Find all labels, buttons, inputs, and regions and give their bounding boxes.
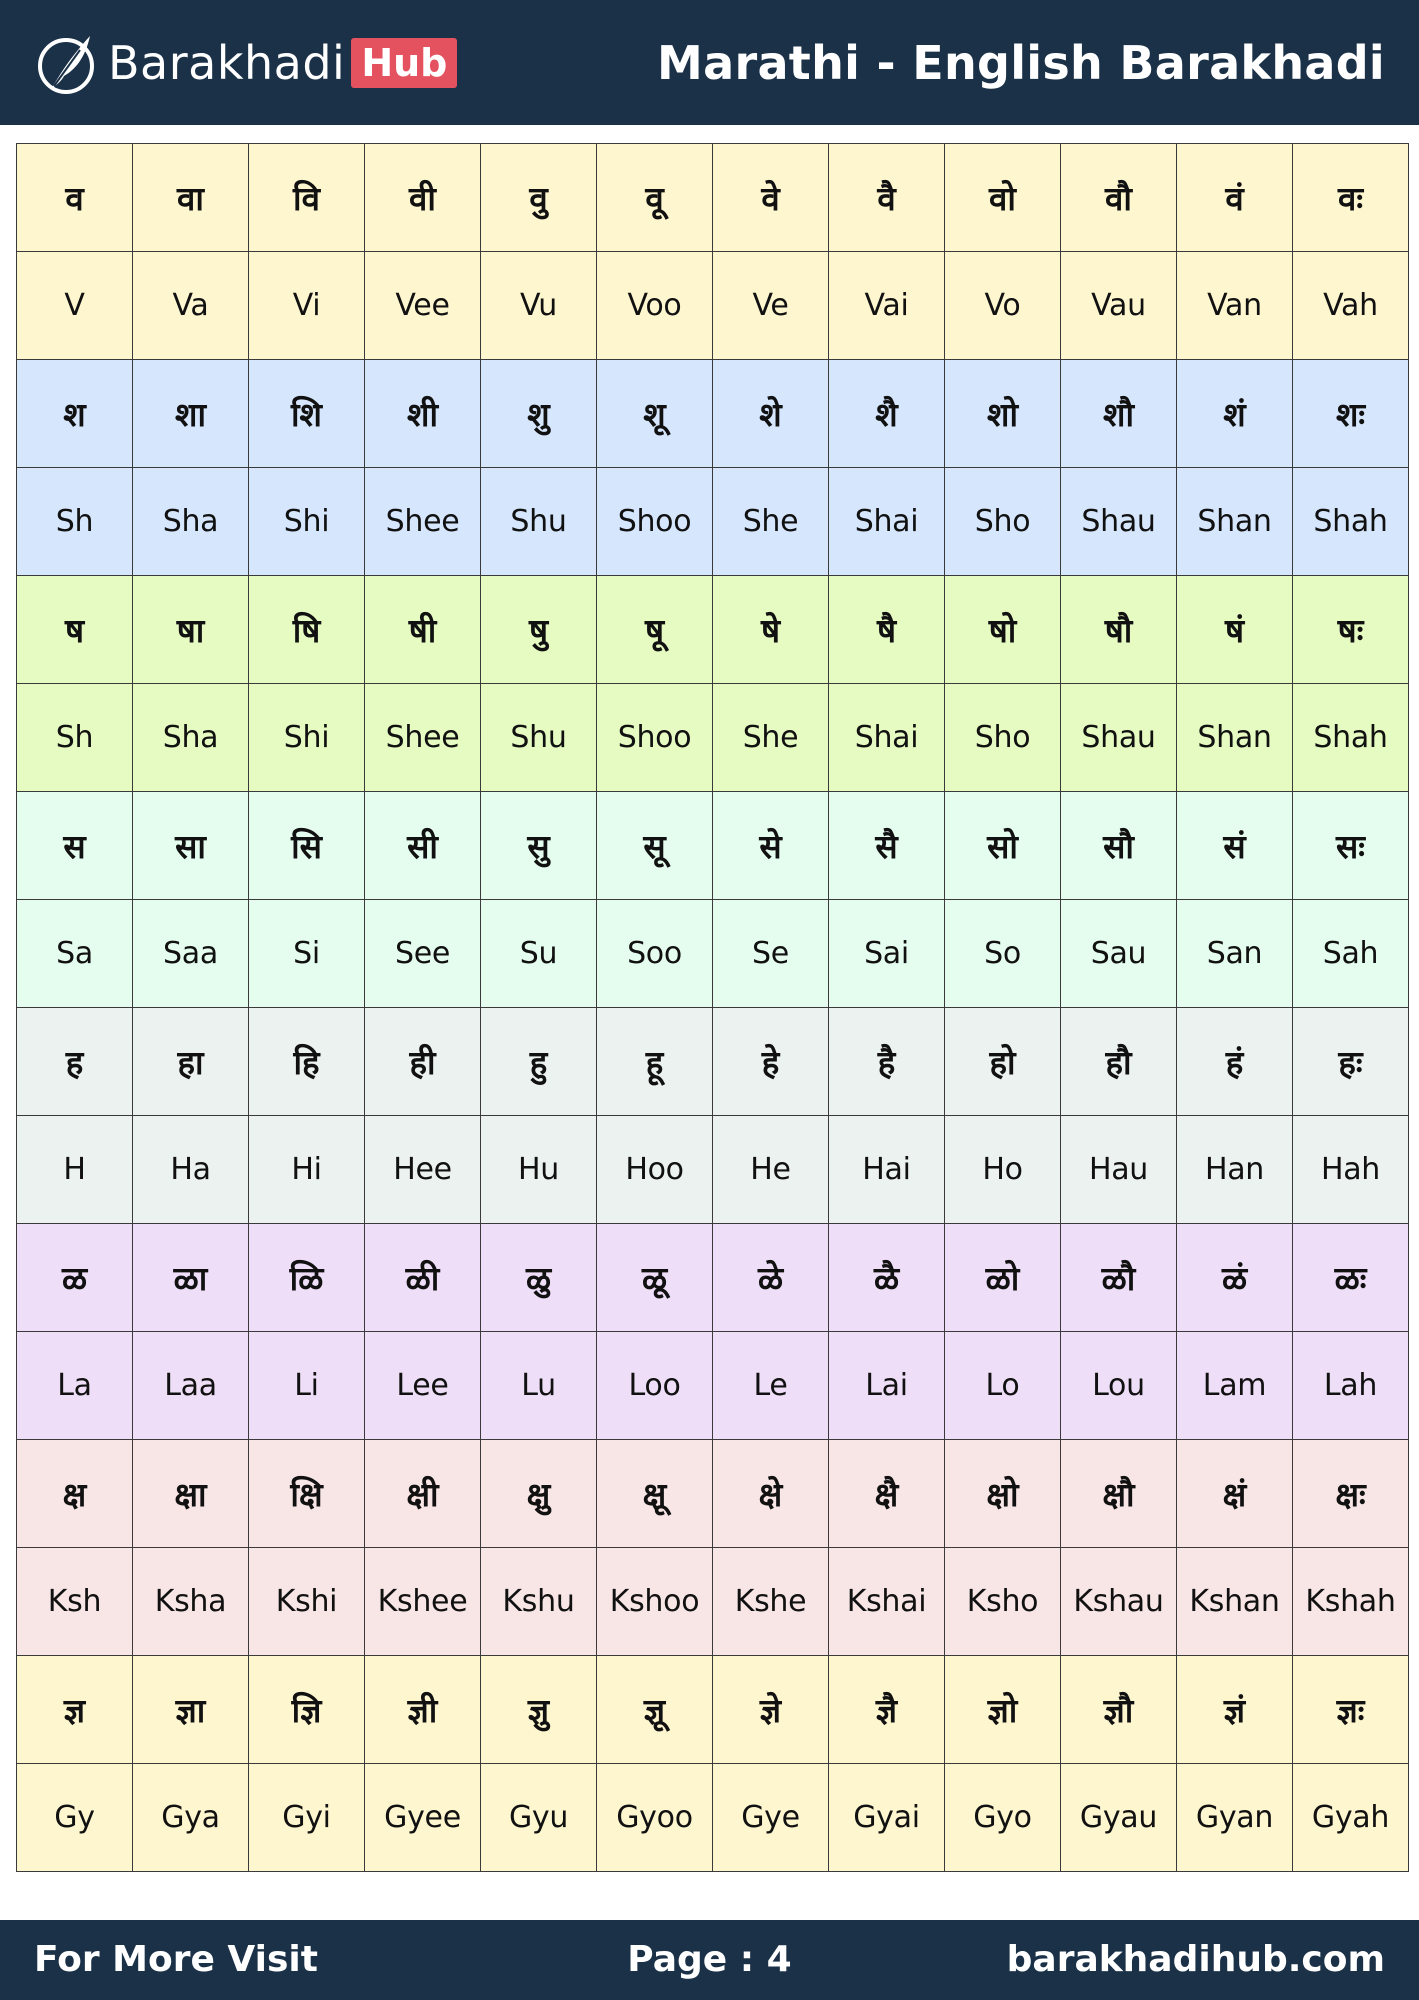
transliteration-cell: Shan [1177, 468, 1293, 576]
devanagari-cell: वि [249, 144, 365, 252]
devanagari-cell: षे [713, 576, 829, 684]
transliteration-row [17, 1548, 1409, 1656]
transliteration-row [17, 684, 1409, 792]
devanagari-cell: क्षी [365, 1440, 481, 1548]
transliteration-cell: Lu [481, 1332, 597, 1440]
transliteration-cell: Soo [597, 900, 713, 1008]
transliteration-cell: Li [249, 1332, 365, 1440]
devanagari-cell: ज्ञा [133, 1656, 249, 1764]
devanagari-cell: ष [17, 576, 133, 684]
transliteration-cell: Shi [249, 684, 365, 792]
devanagari-cell: क्षं [1177, 1440, 1293, 1548]
devanagari-cell: षु [481, 576, 597, 684]
devanagari-cell: वू [597, 144, 713, 252]
devanagari-cell: षः [1293, 576, 1409, 684]
transliteration-row [17, 252, 1409, 360]
devanagari-cell: शु [481, 360, 597, 468]
transliteration-cell: Shee [365, 684, 481, 792]
devanagari-cell: वौ [1061, 144, 1177, 252]
devanagari-cell: क्षो [945, 1440, 1061, 1548]
transliteration-cell: Saa [133, 900, 249, 1008]
page-footer [0, 1920, 1419, 2000]
transliteration-cell: Kshu [481, 1548, 597, 1656]
transliteration-cell: San [1177, 900, 1293, 1008]
devanagari-cell: ळू [597, 1224, 713, 1332]
devanagari-cell: ळु [481, 1224, 597, 1332]
transliteration-cell: Ksh [17, 1548, 133, 1656]
transliteration-cell: Ksho [945, 1548, 1061, 1656]
site-link[interactable]: barakhadihub.com [1006, 1939, 1385, 1980]
devanagari-cell: है [829, 1008, 945, 1116]
transliteration-cell: Sho [945, 468, 1061, 576]
transliteration-cell: Gya [133, 1764, 249, 1872]
transliteration-cell: Vu [481, 252, 597, 360]
devanagari-cell: षि [249, 576, 365, 684]
devanagari-row [17, 1224, 1409, 1332]
devanagari-cell: हः [1293, 1008, 1409, 1116]
devanagari-cell: हू [597, 1008, 713, 1116]
devanagari-cell: श [17, 360, 133, 468]
devanagari-cell: क्षि [249, 1440, 365, 1548]
transliteration-cell: Gyi [249, 1764, 365, 1872]
devanagari-cell: क्षे [713, 1440, 829, 1548]
transliteration-cell: Shah [1293, 468, 1409, 576]
devanagari-cell: हो [945, 1008, 1061, 1116]
transliteration-cell: Kshah [1293, 1548, 1409, 1656]
devanagari-cell: व [17, 144, 133, 252]
devanagari-cell: वे [713, 144, 829, 252]
transliteration-cell: Kshee [365, 1548, 481, 1656]
devanagari-cell: ही [365, 1008, 481, 1116]
devanagari-cell: ज्ञ [17, 1656, 133, 1764]
devanagari-cell: शे [713, 360, 829, 468]
transliteration-cell: Kshe [713, 1548, 829, 1656]
transliteration-cell: Kshau [1061, 1548, 1177, 1656]
devanagari-cell: ज्ञू [597, 1656, 713, 1764]
transliteration-row [17, 1764, 1409, 1872]
transliteration-cell: Kshan [1177, 1548, 1293, 1656]
transliteration-cell: Ho [945, 1116, 1061, 1224]
transliteration-cell: Ksha [133, 1548, 249, 1656]
devanagari-cell: ळं [1177, 1224, 1293, 1332]
devanagari-cell: ळी [365, 1224, 481, 1332]
transliteration-row [17, 900, 1409, 1008]
devanagari-cell: ज्ञी [365, 1656, 481, 1764]
transliteration-cell: Voo [597, 252, 713, 360]
transliteration-cell: Gyai [829, 1764, 945, 1872]
transliteration-cell: Hai [829, 1116, 945, 1224]
devanagari-cell: वं [1177, 144, 1293, 252]
devanagari-cell: क्षै [829, 1440, 945, 1548]
transliteration-cell: Kshoo [597, 1548, 713, 1656]
transliteration-cell: Kshai [829, 1548, 945, 1656]
transliteration-cell: Sho [945, 684, 1061, 792]
devanagari-row [17, 144, 1409, 252]
devanagari-cell: हा [133, 1008, 249, 1116]
devanagari-cell: हं [1177, 1008, 1293, 1116]
transliteration-cell: Lo [945, 1332, 1061, 1440]
devanagari-cell: षै [829, 576, 945, 684]
transliteration-cell: Shah [1293, 684, 1409, 792]
devanagari-cell: ज्ञौ [1061, 1656, 1177, 1764]
transliteration-cell: Shau [1061, 684, 1177, 792]
transliteration-cell: Lai [829, 1332, 945, 1440]
devanagari-cell: शः [1293, 360, 1409, 468]
transliteration-cell: Shu [481, 684, 597, 792]
transliteration-cell: Gyoo [597, 1764, 713, 1872]
devanagari-cell: सु [481, 792, 597, 900]
devanagari-cell: क्ष [17, 1440, 133, 1548]
devanagari-row [17, 1656, 1409, 1764]
transliteration-cell: Gye [713, 1764, 829, 1872]
devanagari-cell: षू [597, 576, 713, 684]
transliteration-cell: Sai [829, 900, 945, 1008]
transliteration-cell: Ha [133, 1116, 249, 1224]
devanagari-cell: ज्ञि [249, 1656, 365, 1764]
devanagari-cell: वी [365, 144, 481, 252]
devanagari-cell: षौ [1061, 576, 1177, 684]
devanagari-cell: षी [365, 576, 481, 684]
devanagari-cell: सी [365, 792, 481, 900]
transliteration-cell: Shan [1177, 684, 1293, 792]
barakhadi-grid [16, 143, 1399, 1872]
transliteration-cell: Hu [481, 1116, 597, 1224]
barakhadi-table [16, 143, 1409, 1872]
transliteration-cell: Vau [1061, 252, 1177, 360]
devanagari-cell: ळो [945, 1224, 1061, 1332]
devanagari-cell: हु [481, 1008, 597, 1116]
devanagari-cell: हि [249, 1008, 365, 1116]
transliteration-cell: Sah [1293, 900, 1409, 1008]
transliteration-cell: Sa [17, 900, 133, 1008]
page-title: Marathi - English Barakhadi [657, 36, 1385, 90]
transliteration-cell: Se [713, 900, 829, 1008]
transliteration-cell: Sh [17, 468, 133, 576]
devanagari-cell: ळ [17, 1224, 133, 1332]
transliteration-cell: Si [249, 900, 365, 1008]
transliteration-cell: Vi [249, 252, 365, 360]
transliteration-cell: Gyu [481, 1764, 597, 1872]
transliteration-cell: Lam [1177, 1332, 1293, 1440]
devanagari-cell: ळि [249, 1224, 365, 1332]
transliteration-cell: Loo [597, 1332, 713, 1440]
footer-visit-label: For More Visit [34, 1939, 318, 1980]
devanagari-row [17, 1008, 1409, 1116]
transliteration-cell: Lee [365, 1332, 481, 1440]
devanagari-cell: ज्ञु [481, 1656, 597, 1764]
transliteration-cell: Gyah [1293, 1764, 1409, 1872]
devanagari-cell: ज्ञो [945, 1656, 1061, 1764]
transliteration-cell: Shai [829, 468, 945, 576]
devanagari-cell: क्षौ [1061, 1440, 1177, 1548]
devanagari-row [17, 576, 1409, 684]
transliteration-cell: Han [1177, 1116, 1293, 1224]
transliteration-cell: Vai [829, 252, 945, 360]
logo-text: Barakhadi [108, 36, 346, 90]
devanagari-cell: वः [1293, 144, 1409, 252]
transliteration-cell: Ve [713, 252, 829, 360]
transliteration-cell: Lah [1293, 1332, 1409, 1440]
devanagari-cell: सै [829, 792, 945, 900]
devanagari-cell: क्षः [1293, 1440, 1409, 1548]
site-logo[interactable] [36, 30, 457, 96]
transliteration-cell: V [17, 252, 133, 360]
devanagari-cell: ज्ञः [1293, 1656, 1409, 1764]
devanagari-cell: षा [133, 576, 249, 684]
devanagari-cell: ज्ञं [1177, 1656, 1293, 1764]
devanagari-cell: शि [249, 360, 365, 468]
transliteration-cell: Kshi [249, 1548, 365, 1656]
transliteration-cell: Le [713, 1332, 829, 1440]
transliteration-cell: Lou [1061, 1332, 1177, 1440]
devanagari-cell: वु [481, 144, 597, 252]
devanagari-cell: सा [133, 792, 249, 900]
transliteration-cell: Gy [17, 1764, 133, 1872]
transliteration-cell: Shai [829, 684, 945, 792]
devanagari-cell: क्षु [481, 1440, 597, 1548]
devanagari-cell: ळा [133, 1224, 249, 1332]
transliteration-cell: She [713, 468, 829, 576]
devanagari-cell: ज्ञै [829, 1656, 945, 1764]
transliteration-cell: Hah [1293, 1116, 1409, 1224]
transliteration-cell: Gyee [365, 1764, 481, 1872]
transliteration-cell: So [945, 900, 1061, 1008]
feather-quill-icon [36, 30, 98, 96]
transliteration-cell: Van [1177, 252, 1293, 360]
devanagari-cell: हे [713, 1008, 829, 1116]
transliteration-cell: Hee [365, 1116, 481, 1224]
devanagari-cell: क्षा [133, 1440, 249, 1548]
transliteration-cell: Hau [1061, 1116, 1177, 1224]
transliteration-cell: Vah [1293, 252, 1409, 360]
transliteration-cell: She [713, 684, 829, 792]
devanagari-cell: शा [133, 360, 249, 468]
devanagari-row [17, 792, 1409, 900]
transliteration-cell: Shee [365, 468, 481, 576]
transliteration-cell: Sha [133, 684, 249, 792]
devanagari-cell: शू [597, 360, 713, 468]
devanagari-cell: वै [829, 144, 945, 252]
transliteration-cell: Gyan [1177, 1764, 1293, 1872]
devanagari-cell: स [17, 792, 133, 900]
transliteration-cell: Su [481, 900, 597, 1008]
devanagari-row [17, 1440, 1409, 1548]
devanagari-cell: शं [1177, 360, 1293, 468]
transliteration-row [17, 1116, 1409, 1224]
transliteration-cell: Hi [249, 1116, 365, 1224]
devanagari-cell: शी [365, 360, 481, 468]
devanagari-cell: शो [945, 360, 1061, 468]
transliteration-cell: Shau [1061, 468, 1177, 576]
devanagari-cell: षो [945, 576, 1061, 684]
transliteration-cell: Sha [133, 468, 249, 576]
transliteration-cell: Shoo [597, 684, 713, 792]
transliteration-cell: Laa [133, 1332, 249, 1440]
transliteration-row [17, 468, 1409, 576]
devanagari-cell: शौ [1061, 360, 1177, 468]
devanagari-row [17, 360, 1409, 468]
page-number: Page : 4 [627, 1939, 792, 1980]
devanagari-cell: से [713, 792, 829, 900]
devanagari-cell: सं [1177, 792, 1293, 900]
devanagari-cell: सः [1293, 792, 1409, 900]
logo-badge: Hub [351, 38, 457, 88]
devanagari-cell: सू [597, 792, 713, 900]
transliteration-row [17, 1332, 1409, 1440]
transliteration-cell: Va [133, 252, 249, 360]
devanagari-cell: शै [829, 360, 945, 468]
devanagari-cell: ह [17, 1008, 133, 1116]
devanagari-cell: हौ [1061, 1008, 1177, 1116]
transliteration-cell: Shoo [597, 468, 713, 576]
devanagari-cell: सो [945, 792, 1061, 900]
transliteration-cell: H [17, 1116, 133, 1224]
devanagari-cell: ळः [1293, 1224, 1409, 1332]
transliteration-cell: Sh [17, 684, 133, 792]
transliteration-cell: Sau [1061, 900, 1177, 1008]
devanagari-cell: सि [249, 792, 365, 900]
transliteration-cell: See [365, 900, 481, 1008]
devanagari-cell: क्षू [597, 1440, 713, 1548]
devanagari-cell: ळे [713, 1224, 829, 1332]
devanagari-cell: वा [133, 144, 249, 252]
devanagari-cell: ळै [829, 1224, 945, 1332]
transliteration-cell: Gyo [945, 1764, 1061, 1872]
devanagari-cell: षं [1177, 576, 1293, 684]
devanagari-cell: ळौ [1061, 1224, 1177, 1332]
transliteration-cell: He [713, 1116, 829, 1224]
devanagari-cell: सौ [1061, 792, 1177, 900]
devanagari-cell: ज्ञे [713, 1656, 829, 1764]
transliteration-cell: Shi [249, 468, 365, 576]
transliteration-cell: Vee [365, 252, 481, 360]
page-header [0, 0, 1419, 125]
transliteration-cell: Hoo [597, 1116, 713, 1224]
devanagari-cell: वो [945, 144, 1061, 252]
transliteration-cell: Vo [945, 252, 1061, 360]
transliteration-cell: Shu [481, 468, 597, 576]
transliteration-cell: La [17, 1332, 133, 1440]
transliteration-cell: Gyau [1061, 1764, 1177, 1872]
